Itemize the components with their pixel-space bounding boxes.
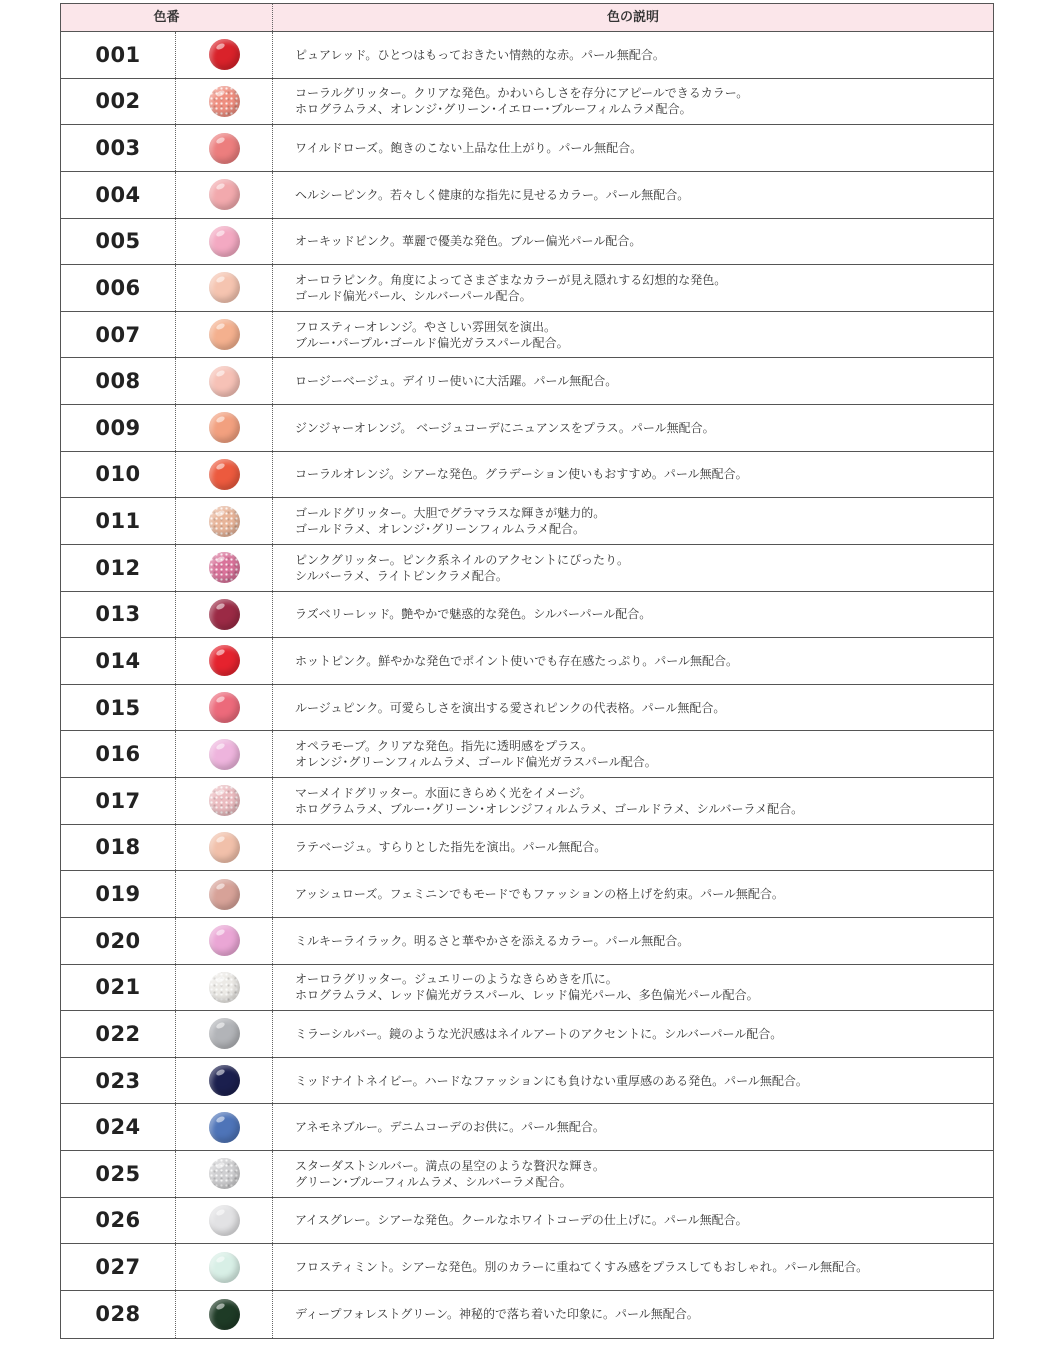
- color-swatch-icon: [209, 319, 240, 350]
- swatch-cell: [176, 312, 273, 358]
- color-description: [273, 1244, 993, 1290]
- color-swatch-icon: [209, 785, 240, 816]
- color-number: 004: [61, 172, 176, 218]
- swatch-cell: [176, 1244, 273, 1290]
- swatch-cell: [176, 452, 273, 498]
- color-number: 018: [61, 825, 176, 871]
- description-line: ヘルシーピンク。若々しく健康的な指先に見せるカラー。パール無配合。: [295, 187, 690, 202]
- swatch-cell: [176, 1151, 273, 1197]
- description-line: フロスティミント。シアーな発色。別のカラーに重ねてくすみ感をプラスしてもおしゃれ。パール無配合。: [295, 1260, 869, 1275]
- color-number: 003: [61, 125, 176, 171]
- color-swatch-icon: [209, 506, 240, 537]
- description-line: オーロラピンク。角度によってさまざまなカラーが見え隠れする幻想的な発色。: [295, 272, 727, 287]
- description-line: ロージーベージュ。デイリー使いに大活躍。パール無配合。: [295, 374, 618, 389]
- color-number: 023: [61, 1058, 176, 1104]
- description-line: オレンジ･グリーンフィルムラメ、ゴールド偏光ガラスパール配合。: [295, 755, 657, 770]
- swatch-cell: [176, 1058, 273, 1104]
- description-line: ゴールドラメ、オレンジ･グリーンフィルムラメ配合。: [295, 522, 586, 537]
- color-swatch-icon: [209, 1205, 240, 1236]
- color-description: [273, 965, 993, 1011]
- table-row: [61, 452, 993, 499]
- color-number: 022: [61, 1011, 176, 1057]
- table-row: [61, 498, 993, 545]
- color-number: 017: [61, 778, 176, 824]
- table-row: [61, 32, 993, 79]
- color-description: [273, 125, 993, 171]
- color-description: [273, 452, 993, 498]
- description-line: ラズベリーレッド。艶やかで魅惑的な発色。シルバーパール配合。: [295, 607, 652, 622]
- swatch-cell: [176, 965, 273, 1011]
- color-description: [273, 1151, 993, 1197]
- color-swatch-icon: [209, 1112, 240, 1143]
- swatch-cell: [176, 871, 273, 917]
- table-row: [61, 79, 993, 126]
- color-description: [273, 685, 993, 731]
- color-swatch-icon: [209, 366, 240, 397]
- color-swatch-icon: [209, 1018, 240, 1049]
- color-number: 019: [61, 871, 176, 917]
- description-line: フロスティーオレンジ。やさしい雰囲気を演出。: [295, 319, 557, 334]
- swatch-cell: [176, 825, 273, 871]
- color-number: 006: [61, 265, 176, 311]
- color-description: [273, 731, 993, 777]
- color-description: [273, 592, 993, 638]
- description-line: ゴールド偏光パール、シルバーパール配合。: [295, 288, 532, 303]
- color-description: [273, 265, 993, 311]
- table-row: [61, 1198, 993, 1245]
- color-number: 013: [61, 592, 176, 638]
- table-row: [61, 265, 993, 312]
- swatch-cell: [176, 1011, 273, 1057]
- color-description: [273, 172, 993, 218]
- color-swatch-icon: [209, 692, 240, 723]
- swatch-cell: [176, 219, 273, 265]
- swatch-cell: [176, 79, 273, 125]
- header-color-number: 色番: [61, 4, 273, 31]
- color-swatch-icon: [209, 412, 240, 443]
- color-swatch-icon: [209, 272, 240, 303]
- color-swatch-icon: [209, 925, 240, 956]
- table-row: [61, 871, 993, 918]
- color-number: 001: [61, 32, 176, 78]
- table-body: [61, 32, 993, 1338]
- swatch-cell: [176, 32, 273, 78]
- color-description: [273, 638, 993, 684]
- color-swatch-icon: [209, 972, 240, 1003]
- swatch-cell: [176, 545, 273, 591]
- color-table: [60, 3, 994, 1339]
- color-number: 002: [61, 79, 176, 125]
- description-line: ピュアレッド。ひとつはもっておきたい情熱的な赤。パール無配合。: [295, 47, 665, 62]
- swatch-cell: [176, 498, 273, 544]
- swatch-cell: [176, 1104, 273, 1150]
- color-number: 010: [61, 452, 176, 498]
- table-row: [61, 312, 993, 359]
- color-number: 005: [61, 219, 176, 265]
- description-line: アネモネブルー。デニムコーデのお供に。パール無配合。: [295, 1120, 605, 1135]
- color-number: 016: [61, 731, 176, 777]
- color-description: [273, 545, 993, 591]
- table-row: [61, 1244, 993, 1291]
- color-swatch-icon: [209, 86, 240, 117]
- swatch-cell: [176, 918, 273, 964]
- color-swatch-icon: [209, 1065, 240, 1096]
- description-line: ホログラムラメ、ブルー･グリーン･オレンジフィルムラメ、ゴールドラメ、シルバーラメ配合。: [295, 801, 804, 816]
- description-line: ピンクグリッター。ピンク系ネイルのアクセントにぴったり。: [295, 552, 629, 567]
- color-description: [273, 778, 993, 824]
- description-line: コーラルグリッター。クリアな発色。かわいらしさを存分にアピールできるカラー。: [295, 86, 749, 101]
- color-description: [273, 1058, 993, 1104]
- description-line: ブルー･パープル･ゴールド偏光ガラスパール配合。: [295, 335, 569, 350]
- color-number: 015: [61, 685, 176, 731]
- color-description: [273, 1291, 993, 1338]
- color-number: 026: [61, 1198, 176, 1244]
- swatch-cell: [176, 731, 273, 777]
- table-row: [61, 1058, 993, 1105]
- table-row: [61, 358, 993, 405]
- color-number: 024: [61, 1104, 176, 1150]
- description-line: グリーン･ブルーフィルムラメ、シルバーラメ配合。: [295, 1174, 572, 1189]
- swatch-cell: [176, 685, 273, 731]
- color-description: [273, 1104, 993, 1150]
- description-line: アイスグレー。シアーな発色。クールなホワイトコーデの仕上げに。パール無配合。: [295, 1213, 748, 1228]
- description-line: ホットピンク。鮮やかな発色でポイント使いでも存在感たっぷり。パール無配合。: [295, 653, 739, 668]
- description-line: アッシュローズ。フェミニンでもモードでもファッションの格上げを約束。パール無配合。: [295, 887, 784, 902]
- color-description: [273, 1198, 993, 1244]
- color-swatch-icon: [209, 1158, 240, 1189]
- table-row: [61, 1104, 993, 1151]
- color-description: [273, 825, 993, 871]
- color-number: 009: [61, 405, 176, 451]
- description-line: ミラーシルバー。鏡のような光沢感はネイルアートのアクセントに。シルバーパール配合。: [295, 1026, 783, 1041]
- color-swatch-icon: [209, 133, 240, 164]
- description-line: ホログラムラメ、オレンジ･グリーン･イエロー･ブルーフィルムラメ配合。: [295, 102, 692, 117]
- color-description: [273, 871, 993, 917]
- table-header: [61, 4, 993, 32]
- color-swatch-icon: [209, 645, 240, 676]
- swatch-cell: [176, 405, 273, 451]
- table-row: [61, 125, 993, 172]
- color-number: 020: [61, 918, 176, 964]
- color-swatch-icon: [209, 226, 240, 257]
- color-swatch-icon: [209, 1299, 240, 1330]
- description-line: ゴールドグリッター。大胆でグラマラスな輝きが魅力的。: [295, 506, 606, 521]
- description-line: ワイルドローズ。飽きのこない上品な仕上がり。パール無配合。: [295, 141, 643, 156]
- color-description: [273, 1011, 993, 1057]
- color-number: 028: [61, 1291, 176, 1338]
- description-line: ラテベージュ。すらりとした指先を演出。パール無配合。: [295, 840, 607, 855]
- swatch-cell: [176, 592, 273, 638]
- description-line: コーラルオレンジ。シアーな発色。グラデーション使いもおすすめ。パール無配合。: [295, 467, 748, 482]
- color-description: [273, 312, 993, 358]
- table-row: [61, 638, 993, 685]
- color-swatch-icon: [209, 552, 240, 583]
- color-description: [273, 405, 993, 451]
- color-swatch-icon: [209, 599, 240, 630]
- description-line: ミルキーライラック。明るさと華やかさを添えるカラー。パール無配合。: [295, 933, 690, 948]
- color-description: [273, 219, 993, 265]
- color-swatch-icon: [209, 739, 240, 770]
- table-row: [61, 592, 993, 639]
- description-line: ジンジャーオレンジ。 ベージュコーデにニュアンスをプラス。パール無配合。: [295, 420, 715, 435]
- swatch-cell: [176, 125, 273, 171]
- color-swatch-icon: [209, 879, 240, 910]
- table-row: [61, 918, 993, 965]
- color-swatch-icon: [209, 179, 240, 210]
- color-number: 008: [61, 358, 176, 404]
- swatch-cell: [176, 1291, 273, 1338]
- table-row: [61, 1291, 993, 1338]
- description-line: ルージュピンク。可愛らしさを演出する愛されピンクの代表格。パール無配合。: [295, 700, 726, 715]
- description-line: ホログラムラメ、レッド偏光ガラスパール、レッド偏光パール、多色偏光パール配合。: [295, 988, 759, 1003]
- table-row: [61, 685, 993, 732]
- swatch-cell: [176, 172, 273, 218]
- description-line: シルバーラメ、ライトピンクラメ配合。: [295, 568, 508, 583]
- table-row: [61, 778, 993, 825]
- swatch-cell: [176, 778, 273, 824]
- color-description: [273, 918, 993, 964]
- color-number: 012: [61, 545, 176, 591]
- table-row: [61, 965, 993, 1012]
- color-description: [273, 32, 993, 78]
- table-row: [61, 405, 993, 452]
- table-row: [61, 1011, 993, 1058]
- description-line: オペラモーブ。クリアな発色。指先に透明感をプラス。: [295, 739, 593, 754]
- color-number: 021: [61, 965, 176, 1011]
- color-swatch-icon: [209, 459, 240, 490]
- table-row: [61, 731, 993, 778]
- swatch-cell: [176, 638, 273, 684]
- description-line: マーメイドグリッター。水面にきらめく光をイメージ。: [295, 785, 592, 800]
- color-number: 027: [61, 1244, 176, 1290]
- table-row: [61, 545, 993, 592]
- description-line: ミッドナイトネイビー。ハードなファッションにも負けない重厚感のある発色。パール無配合。: [295, 1073, 808, 1088]
- color-description: [273, 358, 993, 404]
- table-row: [61, 825, 993, 872]
- description-line: スターダストシルバー。満点の星空のような贅沢な輝き。: [295, 1158, 605, 1173]
- description-line: ディープフォレストグリーン。神秘的で落ち着いた印象に。パール無配合。: [295, 1307, 699, 1322]
- color-swatch-icon: [209, 832, 240, 863]
- swatch-cell: [176, 265, 273, 311]
- swatch-cell: [176, 1198, 273, 1244]
- table-row: [61, 172, 993, 219]
- description-line: オーロラグリッター。ジュエリーのようなきらめきを爪に。: [295, 972, 618, 987]
- color-number: 014: [61, 638, 176, 684]
- table-row: [61, 219, 993, 266]
- color-swatch-icon: [209, 1252, 240, 1283]
- color-description: [273, 79, 993, 125]
- table-row: [61, 1151, 993, 1198]
- swatch-cell: [176, 358, 273, 404]
- color-number: 025: [61, 1151, 176, 1197]
- header-color-description: 色の説明: [606, 10, 659, 25]
- color-description: [273, 498, 993, 544]
- color-swatch-icon: [209, 39, 240, 70]
- color-number: 007: [61, 312, 176, 358]
- description-line: オーキッドピンク。華麗で優美な発色。ブルー偏光パール配合。: [295, 234, 642, 249]
- color-number: 011: [61, 498, 176, 544]
